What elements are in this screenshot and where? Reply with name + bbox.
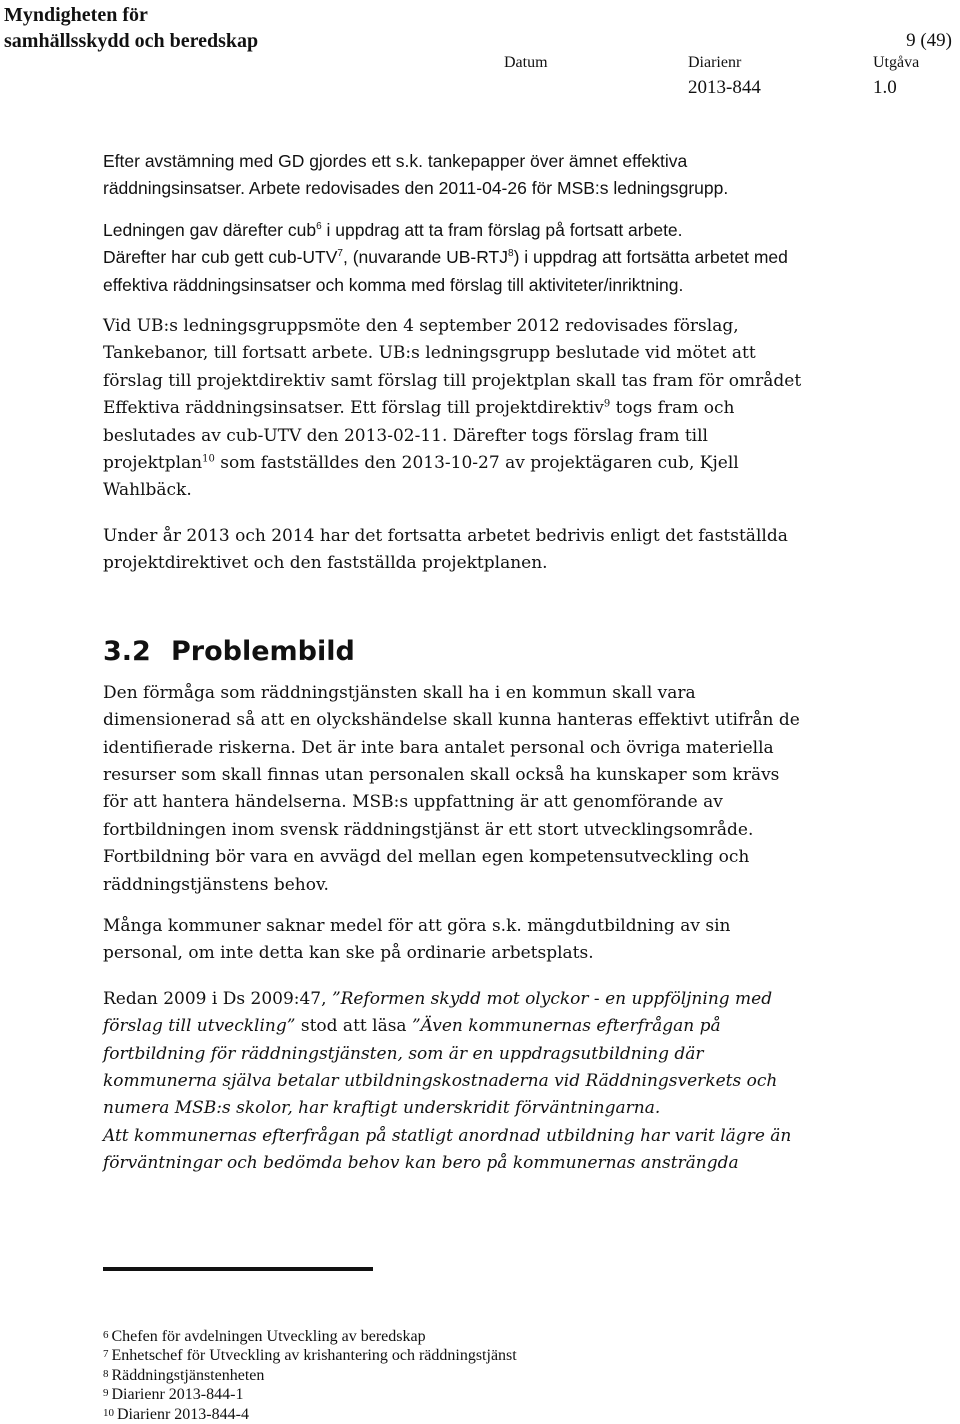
org-line-2: samhällsskydd och beredskap	[4, 30, 259, 52]
quote-continued: Att kommunernas efterfrågan på statligt anordnad utbildning har varit lägre än förväntningar och bedömda behov kan bero på kommunernas ansträngda	[103, 1125, 792, 1174]
text: som fastställdes den 2013-10-27 av projektägaren cub, Kjell Wahlbäck.	[103, 453, 739, 501]
footnote-ref-7: 7	[337, 248, 343, 260]
datum-label: Datum	[504, 54, 548, 71]
section-title: Problembild	[171, 635, 355, 667]
paragraph-1: Efter avstämning med GD gjordes ett s.k. tankepapper över ämnet effektiva räddningsinsatser. Arbete redovisades den 2011-04-26 för MSB:s ledningsgrupp.	[103, 151, 729, 199]
text: Vid UB:s ledningsgruppsmöte den 4 september 2012 redovisades förslag, Tankebanor, till fortsatt arbete. UB:s ledningsgrupp beslutade vid mötet att förslag till projektdirektiv samt förslag till projektplan skall tas fram för området Effektiva räddningsinsatser. Ett förslag till projektdirektiv	[103, 316, 802, 419]
document-body	[103, 148, 803, 1178]
text: ) i uppdrag att fortsätta arbetet med effektiva räddningsinsatser och komma med förslag till aktiviteter/inriktning.	[103, 247, 788, 295]
text: togs fram och beslutades av cub-UTV den 2013-02-11. Därefter togs förslag fram till projektplan	[103, 398, 735, 474]
page-number: 9 (49)	[906, 30, 952, 51]
footnote-text: Diarienr 2013-844-1	[111, 1386, 244, 1404]
paragraph-4	[103, 313, 803, 505]
diarienr-label: Diarienr	[688, 54, 742, 71]
footnote	[103, 1327, 517, 1346]
quote: ”Även kommunernas efterfrågan på fortbildning för räddningstjänsten, som är en uppdragsutbildning där kommunerna själva betalar utbildningskostnaderna vid Räddningsverkets och numera MSB:s skolor, har kraftigt underskridit förväntningarna.	[103, 1016, 778, 1119]
paragraph-5: Under år 2013 och 2014 har det fortsatta arbetet bedrivis enligt det fastställda projektdirektivet och den fastställda projektplanen.	[103, 525, 788, 574]
footnote-number: 8	[103, 1367, 109, 1380]
footnote	[103, 1366, 517, 1385]
quote-title: ”Reformen skydd mot olyckor - en uppföljning med förslag till utveckling”	[103, 988, 773, 1037]
paragraph-3	[103, 244, 803, 299]
footnote-number: 9	[103, 1387, 109, 1400]
footnote-ref-9: 9	[603, 398, 611, 410]
footnote-ref-6: 6	[316, 220, 322, 232]
paragraph-7: Många kommuner saknar medel för att göra s.k. mängdutbildning av sin personal, om inte detta kan ske på ordinarie arbetsplats.	[103, 915, 731, 964]
footnote-text: Chefen för avdelningen Utveckling av beredskap	[111, 1328, 426, 1345]
organization-name	[4, 2, 258, 54]
text: Därefter har cub gett cub-UTV	[103, 247, 338, 268]
text: Ledningen gav därefter cub	[103, 219, 317, 240]
utgava-value: 1.0	[873, 77, 897, 98]
footnotes	[103, 1327, 517, 1424]
footnote-text: Enhetschef för Utveckling av krishantering och räddningstjänst	[111, 1347, 517, 1365]
footnote	[103, 1405, 517, 1424]
text: stod att läsa	[295, 1016, 412, 1037]
org-line-1: Myndigheten för	[4, 4, 148, 26]
section-number: 3.2	[103, 635, 151, 667]
footnote-ref-10: 10	[202, 453, 215, 465]
utgava-label: Utgåva	[873, 54, 920, 71]
text: Redan 2009 i Ds 2009:47,	[103, 988, 332, 1009]
footnote	[103, 1385, 517, 1404]
paragraph-8	[103, 986, 803, 1178]
footnote-number: 6	[103, 1329, 109, 1341]
section-heading	[103, 632, 803, 672]
text: , (nuvarande UB-RTJ	[342, 247, 508, 268]
text: i uppdrag att ta fram förslag på fortsatt arbete.	[321, 219, 683, 240]
paragraph-6: Den förmåga som räddningstjänsten skall ha i en kommun skall vara dimensionerad så att en olyckshändelse skall kunna hanteras effektivt utifrån de identifierade riskerna. Det är inte bara antalet personal och övriga materiella resurser som skall finnas utan personalen skall också ha kunskaper som krävs för att hantera händelserna. MSB:s uppfattning är att genomförande av fortbildningen inom svensk räddningstjänst är ett stort utvecklingsområde. Fortbildning bör vara en avvägd del mellan egen kompetensutveckling och räddningstjänstens behov.	[103, 682, 800, 895]
footnote-divider	[103, 1267, 373, 1271]
footnote-text: Diarienr 2013-844-4	[117, 1405, 249, 1423]
footnote	[103, 1346, 517, 1365]
footnote-text: Räddningstjänstenheten	[111, 1366, 265, 1384]
footnote-number: 10	[103, 1406, 114, 1419]
footnote-number: 7	[103, 1348, 109, 1361]
footnote-ref-8: 8	[508, 248, 514, 260]
paragraph-2	[103, 217, 803, 244]
diarienr-value: 2013-844	[688, 77, 761, 98]
